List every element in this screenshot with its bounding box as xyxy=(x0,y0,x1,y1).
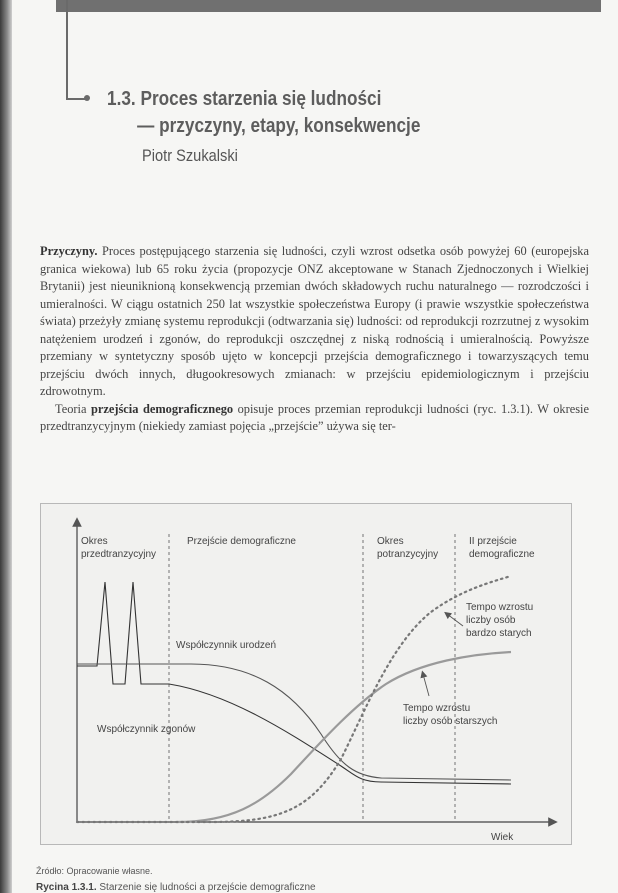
figure-1-3-1 xyxy=(40,503,572,845)
paragraph-1-lead: Przyczyny. xyxy=(40,244,98,258)
x-axis-label: Wiek xyxy=(491,832,514,843)
arrow-older xyxy=(423,674,429,696)
label-older-growth: Tempo wzrostu liczby osób starszych xyxy=(403,703,498,727)
figure-caption xyxy=(36,882,316,893)
paragraph-2-pre: Teoria xyxy=(55,401,91,416)
author-name: Piotr Szukalski xyxy=(142,146,238,165)
section-connector-line xyxy=(66,0,68,100)
paragraph-1 xyxy=(40,243,589,401)
section-title xyxy=(107,86,420,140)
caption-text: Starzenie się ludności a przejście demograficzne xyxy=(99,882,316,893)
section-title-line2: — przyczyny, etapy, konsekwencje xyxy=(137,115,421,137)
demographic-transition-diagram xyxy=(41,504,571,844)
label-death-rate: Współczynnik zgonów xyxy=(97,724,196,735)
section-connector-dot xyxy=(84,95,90,101)
book-binding-shadow xyxy=(0,0,12,893)
label-oldest-growth: Tempo wzrostu liczby osób bardzo starych xyxy=(466,602,534,639)
figure-source: Źródło: Opracowanie własne. xyxy=(36,866,153,876)
period-label-pretransition: Okres przedtranzycyjny xyxy=(81,536,157,560)
top-banner xyxy=(56,0,601,12)
caption-number: Rycina 1.3.1. xyxy=(36,882,97,893)
section-title-line1: Proces starzenia się ludności xyxy=(140,88,382,110)
paragraph-2-text: opisuje proces przemian reprodukcji ludności (ryc. 1.3.1). W okresie przedtranzycyjnym (niekiedy zamiast pojęcia „przejście” używa się ter- xyxy=(40,401,589,433)
older-growth-curve xyxy=(177,652,511,822)
paragraph-1-text: Proces postępującego starzenia się ludności, czyli wzrost odsetka osób powyżej 60 (europejska granica wiekowa) lub 65 roku życia (propozycje ONZ akceptowane w Stanach Zjednoczonych i Wielkiej Brytanii) jest nieuniknioną konsekwencją przemian dwóch składowych ruchu naturalnego — rozrodczości i umieralności. W ciągu ostatnich 250 lat wszystkie społeczeństwa Europy (i prawie wszystkie społeczeństwa świata) przeżyły zmianę systemu reprodukcji (odtwarzania się) ludności: od reprodukcji rozrzutnej z wysokim natężeniem urodzeń i zgonów, do reprodukcji oszczędnej z niską rodnością i umieralnością. Powyższe przemiany w syntetyczny sposób ujęto w koncepcji przejścia demograficznego i towarzyszących temu przejściu dwóch innych, długookresowych zmianach: w przejściu epidemiologicznym i przejściu zdrowotnym. xyxy=(40,244,589,398)
period-label-transition: Przejście demograficzne xyxy=(187,536,296,547)
paragraph-2-term: przejścia demograficznego xyxy=(90,401,234,416)
period-label-posttransition: Okres potranzycyjny xyxy=(377,536,439,560)
period-label-second-transition: II przejście demograficzne xyxy=(469,536,535,560)
body-text xyxy=(40,243,589,436)
section-number: 1.3. xyxy=(107,88,136,110)
oldest-growth-curve xyxy=(77,576,511,822)
label-birth-rate: Współczynnik urodzeń xyxy=(176,640,277,651)
death-rate-curve xyxy=(77,582,511,784)
paragraph-2 xyxy=(40,401,589,436)
